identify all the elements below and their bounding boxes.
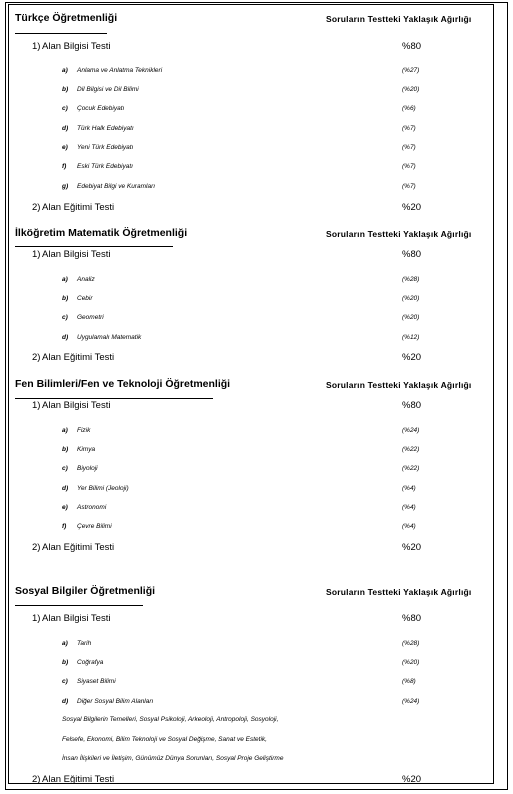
subject-letter: a) bbox=[62, 67, 68, 74]
subject-note-line: Felsefe, Ekonomi, Bilim Teknoloji ve Sosyal Değişme, Sanat ve Estetik, bbox=[62, 736, 267, 743]
subject-letter: c) bbox=[62, 314, 68, 321]
section-title: Sosyal Bilgiler Öğretmenliği bbox=[15, 585, 156, 597]
subject-label: Çevre Bilimi bbox=[77, 523, 112, 530]
subject-weight: (%4) bbox=[402, 485, 416, 492]
section-title-underline bbox=[15, 605, 143, 606]
subject-weight: (%4) bbox=[402, 504, 416, 511]
subject-letter: e) bbox=[62, 144, 68, 151]
subject-letter: e) bbox=[62, 504, 68, 511]
subject-label: Kimya bbox=[77, 446, 96, 453]
subject-label: Fizik bbox=[77, 427, 91, 434]
subject-weight: (%20) bbox=[402, 659, 420, 666]
test-weight: %80 bbox=[402, 400, 422, 411]
subject-letter: b) bbox=[62, 295, 69, 302]
section-title: Türkçe Öğretmenliği bbox=[15, 12, 118, 24]
subject-weight: (%7) bbox=[402, 125, 416, 132]
column-header: Soruların Testteki Yaklaşık Ağırlığı bbox=[326, 380, 472, 390]
subject-letter: b) bbox=[62, 659, 69, 666]
subject-label: Tarih bbox=[77, 640, 92, 647]
test-number: 2) bbox=[32, 542, 41, 553]
subject-label: Geometri bbox=[77, 314, 104, 321]
subject-letter: g) bbox=[62, 183, 69, 190]
subject-letter: d) bbox=[62, 485, 69, 492]
subject-weight: (%24) bbox=[402, 427, 420, 434]
subject-letter: c) bbox=[62, 678, 68, 685]
test-weight: %20 bbox=[402, 774, 422, 785]
subject-label: Biyoloji bbox=[77, 465, 98, 472]
subject-weight: (%20) bbox=[402, 295, 420, 302]
test-weight: %80 bbox=[402, 41, 422, 52]
subject-letter: d) bbox=[62, 698, 69, 705]
subject-note-line: İnsan İlişkileri ve İletişim, Günümüz Dünya Sorunları, Sosyal Proje Geliştirme bbox=[62, 755, 284, 762]
test-weight: %20 bbox=[402, 202, 422, 213]
test-label: Alan Bilgisi Testi bbox=[42, 613, 111, 624]
subject-letter: a) bbox=[62, 427, 68, 434]
subject-weight: (%12) bbox=[402, 334, 420, 341]
subject-letter: b) bbox=[62, 86, 69, 93]
subject-weight: (%24) bbox=[402, 698, 420, 705]
inner-border bbox=[8, 4, 494, 784]
test-label: Alan Eğitimi Testi bbox=[42, 774, 115, 785]
subject-label: Diğer Sosyal Bilim Alanları bbox=[77, 698, 154, 705]
subject-letter: a) bbox=[62, 276, 68, 283]
test-number: 1) bbox=[32, 41, 41, 52]
subject-weight: (%8) bbox=[402, 678, 416, 685]
subject-weight: (%6) bbox=[402, 105, 416, 112]
subject-weight: (%20) bbox=[402, 314, 420, 321]
test-label: Alan Bilgisi Testi bbox=[42, 400, 111, 411]
test-weight: %20 bbox=[402, 352, 422, 363]
section-title-underline bbox=[15, 33, 107, 34]
test-label: Alan Bilgisi Testi bbox=[42, 249, 111, 260]
test-label: Alan Eğitimi Testi bbox=[42, 202, 115, 213]
subject-weight: (%22) bbox=[402, 465, 420, 472]
subject-weight: (%4) bbox=[402, 523, 416, 530]
subject-label: Eski Türk Edebiyatı bbox=[77, 163, 133, 170]
subject-label: Türk Halk Edebiyatı bbox=[77, 125, 134, 132]
subject-letter: f) bbox=[62, 163, 67, 170]
section-title: İlköğretim Matematik Öğretmenliği bbox=[15, 227, 188, 239]
test-weight: %80 bbox=[402, 249, 422, 260]
subject-weight: (%27) bbox=[402, 67, 420, 74]
test-weight: %20 bbox=[402, 542, 422, 553]
subject-letter: d) bbox=[62, 334, 69, 341]
subject-letter: c) bbox=[62, 465, 68, 472]
test-label: Alan Eğitimi Testi bbox=[42, 352, 115, 363]
subject-label: Dil Bilgisi ve Dil Bilimi bbox=[77, 86, 139, 93]
test-number: 1) bbox=[32, 249, 41, 260]
subject-label: Edebiyat Bilgi ve Kuramları bbox=[77, 183, 156, 190]
subject-label: Anlama ve Anlatma Teknikleri bbox=[77, 67, 163, 74]
subject-label: Astronomi bbox=[77, 504, 107, 511]
subject-letter: a) bbox=[62, 640, 68, 647]
subject-weight: (%22) bbox=[402, 446, 420, 453]
column-header: Soruların Testteki Yaklaşık Ağırlığı bbox=[326, 229, 472, 239]
subject-letter: b) bbox=[62, 446, 69, 453]
subject-letter: d) bbox=[62, 125, 69, 132]
subject-weight: (%20) bbox=[402, 86, 420, 93]
test-number: 2) bbox=[32, 774, 41, 785]
subject-label: Uygulamalı Matematik bbox=[77, 334, 142, 341]
subject-label: Cebir bbox=[77, 295, 93, 302]
column-header: Soruların Testteki Yaklaşık Ağırlığı bbox=[326, 587, 472, 597]
subject-weight: (%7) bbox=[402, 183, 416, 190]
subject-label: Yeni Türk Edebiyatı bbox=[77, 144, 134, 151]
subject-label: Yer Bilimi (Jeoloji) bbox=[77, 485, 129, 492]
test-weight: %80 bbox=[402, 613, 422, 624]
test-number: 1) bbox=[32, 400, 41, 411]
subject-note-line: Sosyal Bilgilerin Temelleri, Sosyal Psikoloji, Arkeoloji, Antropoloji, Sosyoloji, bbox=[62, 716, 279, 723]
subject-label: Siyaset Bilimi bbox=[77, 678, 116, 685]
test-number: 1) bbox=[32, 613, 41, 624]
subject-letter: c) bbox=[62, 105, 68, 112]
section-title: Fen Bilimleri/Fen ve Teknoloji Öğretmenliği bbox=[15, 378, 231, 390]
subject-weight: (%7) bbox=[402, 163, 416, 170]
test-label: Alan Bilgisi Testi bbox=[42, 41, 111, 52]
subject-label: Analiz bbox=[77, 276, 95, 283]
subject-label: Çocuk Edebiyatı bbox=[77, 105, 125, 112]
subject-label: Coğrafya bbox=[77, 659, 104, 666]
test-number: 2) bbox=[32, 352, 41, 363]
subject-weight: (%7) bbox=[402, 144, 416, 151]
column-header: Soruların Testteki Yaklaşık Ağırlığı bbox=[326, 14, 472, 24]
subject-weight: (%28) bbox=[402, 276, 420, 283]
subject-letter: f) bbox=[62, 523, 67, 530]
section-title-underline bbox=[15, 246, 173, 247]
subject-weight: (%28) bbox=[402, 640, 420, 647]
test-label: Alan Eğitimi Testi bbox=[42, 542, 115, 553]
section-title-underline bbox=[15, 398, 213, 399]
test-number: 2) bbox=[32, 202, 41, 213]
